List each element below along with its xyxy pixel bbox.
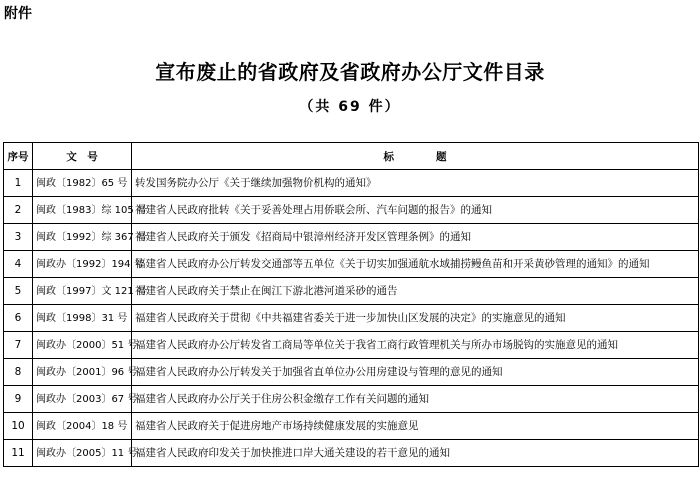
- document-title-cell: 福建省人民政府批转《关于妥善处理占用侨联会所、汽车问题的报告》的通知: [132, 197, 699, 224]
- document-title-cell: 福建省人民政府办公厅关于住房公积金缴存工作有关问题的通知: [132, 386, 699, 413]
- document-number: 闽政办〔2005〕11 号: [33, 440, 132, 467]
- row-number: 1: [4, 170, 33, 197]
- document-number: 闽政办〔2003〕67 号: [33, 386, 132, 413]
- row-number: 7: [4, 332, 33, 359]
- table-row: [4, 359, 699, 386]
- document-title-cell: 福建省人民政府关于禁止在闽江下游北港河道采砂的通告: [132, 278, 699, 305]
- document-number: 闽政〔1982〕65 号: [33, 170, 132, 197]
- document-title: 宣布废止的省政府及省政府办公厅文件目录: [155, 60, 545, 84]
- table-row: [4, 251, 699, 278]
- document-title-cell: 福建省人民政府关于颁发《招商局中银漳州经济开发区管理条例》的通知: [132, 224, 699, 251]
- row-number: 8: [4, 359, 33, 386]
- row-number: 4: [4, 251, 33, 278]
- column-header-document-number: 文 号: [33, 143, 132, 170]
- row-number: 11: [4, 440, 33, 467]
- document-number: 闽政办〔1992〕194 号: [33, 251, 132, 278]
- attachment-label: 附件: [4, 6, 32, 22]
- table-row: [4, 278, 699, 305]
- table-row: [4, 386, 699, 413]
- column-header-number: 序号: [4, 143, 33, 170]
- row-number: 9: [4, 386, 33, 413]
- document-number: 闽政〔2004〕18 号: [33, 413, 132, 440]
- document-title-cell: 福建省人民政府办公厅转发交通部等五单位《关于切实加强通航水域捕捞鳗鱼苗和开采黄砂管理的通知》的通知: [132, 251, 699, 278]
- document-number: 闽政办〔2001〕96 号: [33, 359, 132, 386]
- column-header-title: 标 题: [132, 143, 699, 170]
- row-number: 10: [4, 413, 33, 440]
- table-row: [4, 332, 699, 359]
- row-number: 3: [4, 224, 33, 251]
- document-title-cell: 福建省人民政府印发关于加快推进口岸大通关建设的若干意见的通知: [132, 440, 699, 467]
- document-number: 闽政〔1998〕31 号: [33, 305, 132, 332]
- row-number: 6: [4, 305, 33, 332]
- document-number: 闽政办〔2000〕51 号: [33, 332, 132, 359]
- table-row: [4, 413, 699, 440]
- table-row: [4, 224, 699, 251]
- document-number: 闽政〔1992〕综 367 号: [33, 224, 132, 251]
- table-row: [4, 170, 699, 197]
- row-number: 5: [4, 278, 33, 305]
- document-number: 闽政〔1983〕综 105 号: [33, 197, 132, 224]
- table-row: [4, 197, 699, 224]
- document-number: 闽政〔1997〕文 121 号: [33, 278, 132, 305]
- table-row: [4, 440, 699, 467]
- table-row: [4, 305, 699, 332]
- document-title-cell: 福建省人民政府办公厅转发关于加强省直单位办公用房建设与管理的意见的通知: [132, 359, 699, 386]
- document-title-cell: 福建省人民政府关于促进房地产市场持续健康发展的实施意见: [132, 413, 699, 440]
- table-header-row: [4, 143, 699, 170]
- document-title-cell: 转发国务院办公厅《关于继续加强物价机构的通知》: [132, 170, 699, 197]
- document-subtitle: （共 69 件）: [299, 99, 401, 115]
- file-catalog-table: [3, 142, 699, 467]
- document-title-cell: 福建省人民政府关于贯彻《中共福建省委关于进一步加快山区发展的决定》的实施意见的通知: [132, 305, 699, 332]
- row-number: 2: [4, 197, 33, 224]
- document-title-cell: 福建省人民政府办公厅转发省工商局等单位关于我省工商行政管理机关与所办市场脱钩的实施意见的通知: [132, 332, 699, 359]
